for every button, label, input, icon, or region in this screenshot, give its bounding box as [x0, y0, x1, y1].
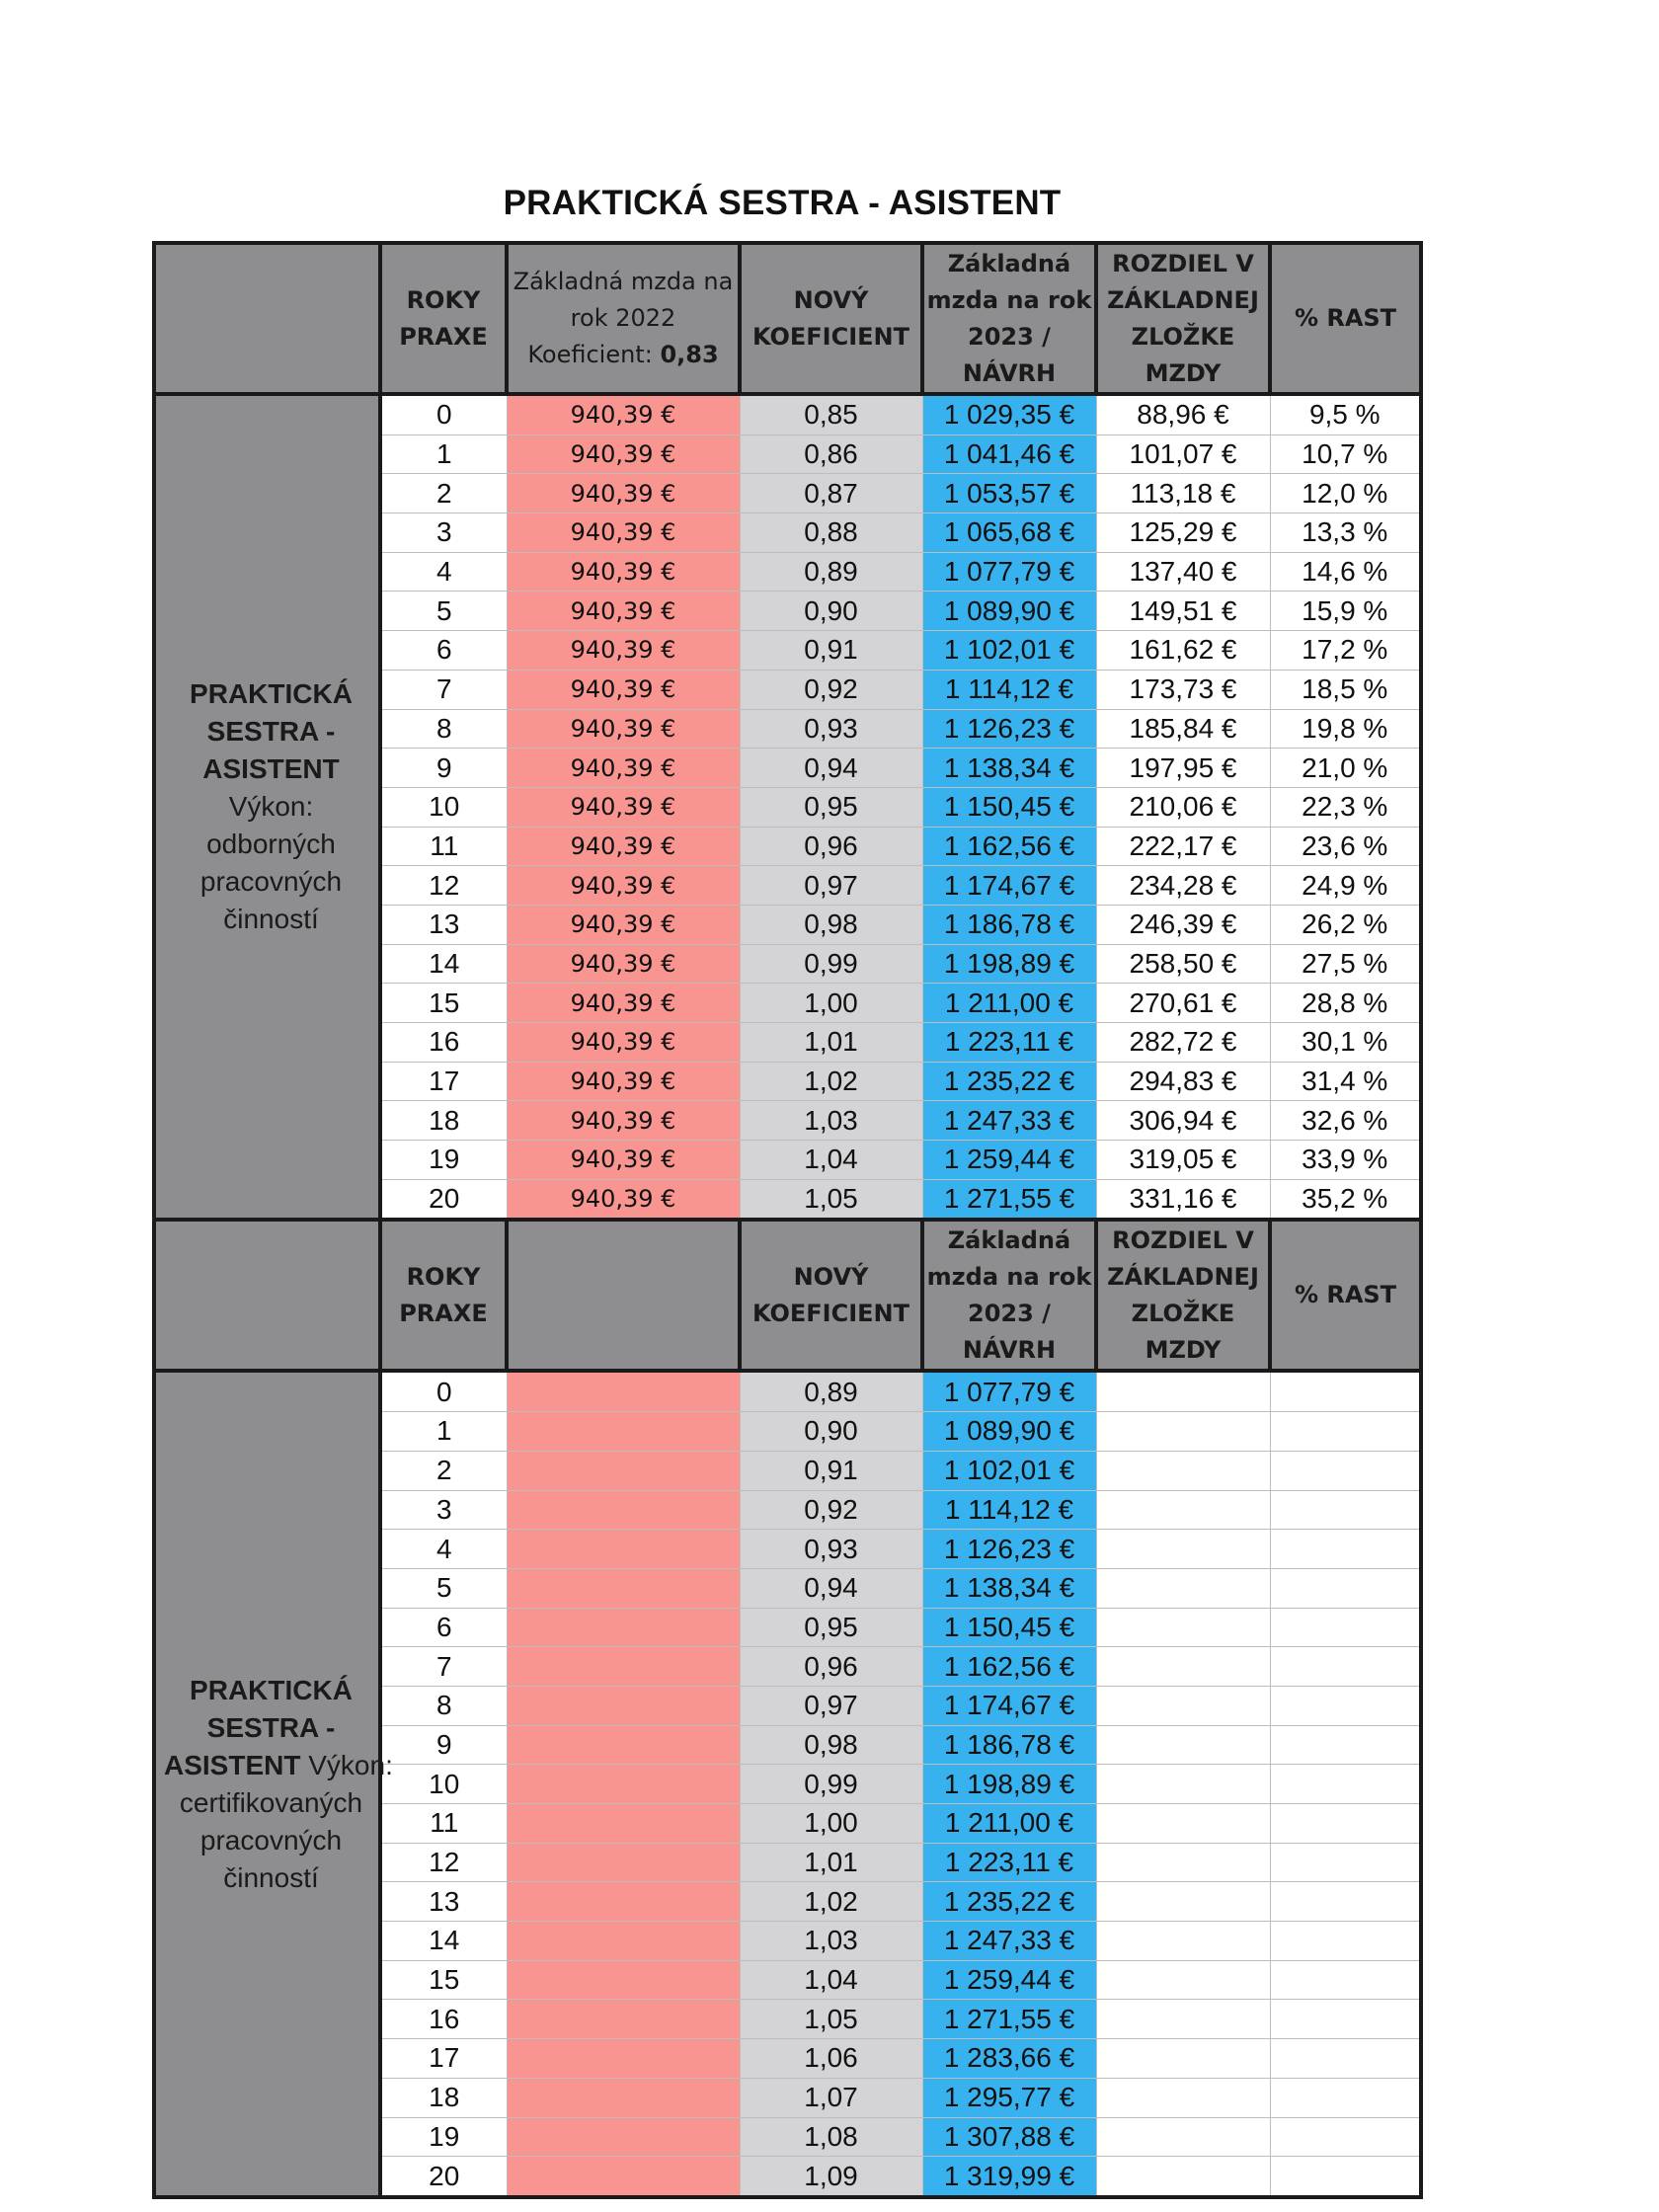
base-wage-empty-cell	[507, 1843, 740, 1882]
years-cell: 0	[380, 394, 507, 434]
table-row	[154, 1371, 1421, 1411]
base-wage-empty-cell	[507, 1922, 740, 1961]
base-wage-2022-cell: 940,39 €	[507, 709, 740, 749]
header-blank-cell	[154, 1220, 380, 1371]
difference-empty-cell	[1096, 1647, 1270, 1687]
coefficient-cell: 1,05	[740, 1179, 922, 1220]
difference-cell: 270,61 €	[1096, 984, 1270, 1023]
difference-cell: 88,96 €	[1096, 394, 1270, 434]
header-new-coefficient: NOVÝ KOEFICIENT	[740, 1220, 922, 1371]
difference-empty-cell	[1096, 1451, 1270, 1490]
coefficient-cell: 1,09	[740, 2157, 922, 2197]
base-wage-2022-cell: 940,39 €	[507, 984, 740, 1023]
years-cell: 14	[380, 1922, 507, 1961]
base-wage-2022-cell: 940,39 €	[507, 631, 740, 671]
years-cell: 3	[380, 514, 507, 553]
wage-2023-cell: 1 174,67 €	[922, 866, 1096, 906]
years-cell: 19	[380, 2117, 507, 2157]
base-wage-2022-cell: 940,39 €	[507, 827, 740, 866]
coefficient-cell: 0,95	[740, 1608, 922, 1647]
growth-pct-empty-cell	[1270, 1843, 1421, 1882]
difference-empty-cell	[1096, 1568, 1270, 1608]
base-wage-empty-cell	[507, 2157, 740, 2197]
difference-cell: 294,83 €	[1096, 1062, 1270, 1101]
years-cell: 4	[380, 552, 507, 592]
growth-pct-cell: 14,6 %	[1270, 552, 1421, 592]
difference-cell: 197,95 €	[1096, 749, 1270, 788]
base-wage-2022-cell: 940,39 €	[507, 670, 740, 709]
base-wage-2022-cell: 940,39 €	[507, 592, 740, 631]
difference-cell: 222,17 €	[1096, 827, 1270, 866]
base-wage-empty-cell	[507, 1371, 740, 1411]
coefficient-cell: 0,98	[740, 905, 922, 944]
difference-empty-cell	[1096, 1960, 1270, 2000]
header-years: ROKY PRAXE	[380, 1220, 507, 1371]
base-wage-2022-cell: 940,39 €	[507, 394, 740, 434]
wage-2023-cell: 1 271,55 €	[922, 1179, 1096, 1220]
wage-2023-cell: 1 114,12 €	[922, 670, 1096, 709]
difference-cell: 101,07 €	[1096, 434, 1270, 474]
base-wage-empty-cell	[507, 1490, 740, 1530]
base-wage-2022-cell: 940,39 €	[507, 552, 740, 592]
coefficient-cell: 1,07	[740, 2078, 922, 2117]
years-cell: 10	[380, 787, 507, 827]
coefficient-cell: 0,89	[740, 552, 922, 592]
growth-pct-cell: 32,6 %	[1270, 1101, 1421, 1141]
growth-pct-cell: 10,7 %	[1270, 434, 1421, 474]
growth-pct-cell: 9,5 %	[1270, 394, 1421, 434]
difference-empty-cell	[1096, 1490, 1270, 1530]
years-cell: 6	[380, 631, 507, 671]
years-cell: 11	[380, 827, 507, 866]
difference-cell: 234,28 €	[1096, 866, 1270, 906]
coefficient-cell: 1,03	[740, 1922, 922, 1961]
difference-cell: 319,05 €	[1096, 1141, 1270, 1180]
coefficient-cell: 0,89	[740, 1371, 922, 1411]
base-wage-2022-cell: 940,39 €	[507, 944, 740, 984]
difference-cell: 258,50 €	[1096, 944, 1270, 984]
category-label-professional: PRAKTICKÁ SESTRA - ASISTENT Výkon: odborných pracovných činností	[154, 394, 380, 1220]
growth-pct-empty-cell	[1270, 1608, 1421, 1647]
wage-2023-cell: 1 247,33 €	[922, 1922, 1096, 1961]
coefficient-cell: 0,87	[740, 474, 922, 514]
difference-cell: 137,40 €	[1096, 552, 1270, 592]
wage-2023-cell: 1 150,45 €	[922, 1608, 1096, 1647]
growth-pct-empty-cell	[1270, 1725, 1421, 1765]
wage-2023-cell: 1 198,89 €	[922, 944, 1096, 984]
years-cell: 14	[380, 944, 507, 984]
growth-pct-cell: 19,8 %	[1270, 709, 1421, 749]
wage-2023-cell: 1 174,67 €	[922, 1686, 1096, 1725]
base-wage-empty-cell	[507, 1412, 740, 1452]
years-cell: 2	[380, 1451, 507, 1490]
difference-cell: 149,51 €	[1096, 592, 1270, 631]
wage-2023-cell: 1 162,56 €	[922, 1647, 1096, 1687]
header-growth-pct: % RAST	[1270, 243, 1421, 394]
coefficient-cell: 0,85	[740, 394, 922, 434]
growth-pct-empty-cell	[1270, 2039, 1421, 2079]
base-wage-2022-cell: 940,39 €	[507, 474, 740, 514]
header-blank-cell	[154, 243, 380, 394]
coefficient-cell: 0,91	[740, 1451, 922, 1490]
growth-pct-cell: 17,2 %	[1270, 631, 1421, 671]
growth-pct-empty-cell	[1270, 1882, 1421, 1922]
coefficient-cell: 0,97	[740, 866, 922, 906]
wage-2023-cell: 1 089,90 €	[922, 592, 1096, 631]
years-cell: 19	[380, 1141, 507, 1180]
difference-empty-cell	[1096, 1882, 1270, 1922]
header-base-wage-2023: Základná mzda na rok 2023 / NÁVRH	[922, 1220, 1096, 1371]
header-years: ROKY PRAXE	[380, 243, 507, 394]
difference-cell: 331,16 €	[1096, 1179, 1270, 1220]
years-cell: 9	[380, 1725, 507, 1765]
growth-pct-empty-cell	[1270, 1412, 1421, 1452]
wage-2023-cell: 1 138,34 €	[922, 749, 1096, 788]
difference-cell: 246,39 €	[1096, 905, 1270, 944]
years-cell: 3	[380, 1490, 507, 1530]
difference-empty-cell	[1096, 1608, 1270, 1647]
growth-pct-cell: 23,6 %	[1270, 827, 1421, 866]
wage-2023-cell: 1 271,55 €	[922, 2000, 1096, 2039]
years-cell: 10	[380, 1765, 507, 1804]
wage-2023-cell: 1 307,88 €	[922, 2117, 1096, 2157]
growth-pct-cell: 35,2 %	[1270, 1179, 1421, 1220]
wage-2023-cell: 1 065,68 €	[922, 514, 1096, 553]
wage-2023-cell: 1 283,66 €	[922, 2039, 1096, 2079]
coefficient-cell: 0,99	[740, 1765, 922, 1804]
coefficient-cell: 0,94	[740, 749, 922, 788]
years-cell: 0	[380, 1371, 507, 1411]
wage-2023-cell: 1 259,44 €	[922, 1960, 1096, 2000]
wage-2023-cell: 1 029,35 €	[922, 394, 1096, 434]
growth-pct-cell: 27,5 %	[1270, 944, 1421, 984]
wage-2023-cell: 1 126,23 €	[922, 1530, 1096, 1569]
years-cell: 5	[380, 592, 507, 631]
growth-pct-cell: 13,3 %	[1270, 514, 1421, 553]
wage-2023-cell: 1 198,89 €	[922, 1765, 1096, 1804]
years-cell: 18	[380, 1101, 507, 1141]
wage-2023-cell: 1 235,22 €	[922, 1882, 1096, 1922]
table1-header-row	[154, 243, 1421, 394]
growth-pct-empty-cell	[1270, 2157, 1421, 2197]
difference-empty-cell	[1096, 1530, 1270, 1569]
base-wage-empty-cell	[507, 2039, 740, 2079]
years-cell: 2	[380, 474, 507, 514]
coefficient-cell: 1,04	[740, 1141, 922, 1180]
wage-2023-cell: 1 138,34 €	[922, 1568, 1096, 1608]
growth-pct-empty-cell	[1270, 1960, 1421, 2000]
base-wage-2022-cell: 940,39 €	[507, 749, 740, 788]
years-cell: 1	[380, 1412, 507, 1452]
salary-table	[152, 241, 1423, 2199]
coefficient-cell: 1,00	[740, 1804, 922, 1844]
years-cell: 13	[380, 905, 507, 944]
coefficient-cell: 0,92	[740, 670, 922, 709]
base-wage-2022-cell: 940,39 €	[507, 1179, 740, 1220]
growth-pct-cell: 12,0 %	[1270, 474, 1421, 514]
growth-pct-empty-cell	[1270, 1451, 1421, 1490]
coefficient-cell: 0,99	[740, 944, 922, 984]
coefficient-cell: 0,95	[740, 787, 922, 827]
coefficient-cell: 0,94	[740, 1568, 922, 1608]
growth-pct-empty-cell	[1270, 1647, 1421, 1687]
page-title: PRAKTICKÁ SESTRA - ASISTENT	[503, 184, 1062, 222]
difference-cell: 173,73 €	[1096, 670, 1270, 709]
base-wage-2022-cell: 940,39 €	[507, 866, 740, 906]
coefficient-cell: 1,08	[740, 2117, 922, 2157]
wage-2023-cell: 1 102,01 €	[922, 631, 1096, 671]
base-wage-empty-cell	[507, 1882, 740, 1922]
coefficient-cell: 0,96	[740, 827, 922, 866]
difference-empty-cell	[1096, 2117, 1270, 2157]
difference-empty-cell	[1096, 1412, 1270, 1452]
coefficient-cell: 0,86	[740, 434, 922, 474]
growth-pct-cell: 26,2 %	[1270, 905, 1421, 944]
growth-pct-cell: 22,3 %	[1270, 787, 1421, 827]
base-wage-empty-cell	[507, 1804, 740, 1844]
header-growth-pct: % RAST	[1270, 1220, 1421, 1371]
coefficient-cell: 1,06	[740, 2039, 922, 2079]
years-cell: 11	[380, 1804, 507, 1844]
years-cell: 15	[380, 1960, 507, 2000]
growth-pct-cell: 15,9 %	[1270, 592, 1421, 631]
coefficient-cell: 1,02	[740, 1882, 922, 1922]
years-cell: 16	[380, 1023, 507, 1063]
growth-pct-cell: 18,5 %	[1270, 670, 1421, 709]
base-wage-empty-cell	[507, 1647, 740, 1687]
wage-2023-cell: 1 077,79 €	[922, 1371, 1096, 1411]
wage-2023-cell: 1 186,78 €	[922, 905, 1096, 944]
growth-pct-cell: 24,9 %	[1270, 866, 1421, 906]
years-cell: 6	[380, 1608, 507, 1647]
coefficient-cell: 0,97	[740, 1686, 922, 1725]
base-wage-empty-cell	[507, 1725, 740, 1765]
base-wage-2022-cell: 940,39 €	[507, 434, 740, 474]
base-wage-empty-cell	[507, 1530, 740, 1569]
years-cell: 12	[380, 866, 507, 906]
wage-2023-cell: 1 295,77 €	[922, 2078, 1096, 2117]
wage-2023-cell: 1 114,12 €	[922, 1490, 1096, 1530]
growth-pct-cell: 28,8 %	[1270, 984, 1421, 1023]
wage-2023-cell: 1 186,78 €	[922, 1725, 1096, 1765]
header-difference: ROZDIEL V ZÁKLADNEJ ZLOŽKE MZDY	[1096, 1220, 1270, 1371]
header-base-wage-2023: Základná mzda na rok 2023 / NÁVRH	[922, 243, 1096, 394]
coefficient-cell: 0,91	[740, 631, 922, 671]
coefficient-cell: 0,90	[740, 592, 922, 631]
wage-2023-cell: 1 102,01 €	[922, 1451, 1096, 1490]
years-cell: 1	[380, 434, 507, 474]
wage-2023-cell: 1 126,23 €	[922, 709, 1096, 749]
wage-2023-cell: 1 211,00 €	[922, 1804, 1096, 1844]
difference-empty-cell	[1096, 2078, 1270, 2117]
years-cell: 18	[380, 2078, 507, 2117]
wage-2023-cell: 1 259,44 €	[922, 1141, 1096, 1180]
wage-2023-cell: 1 211,00 €	[922, 984, 1096, 1023]
base-wage-empty-cell	[507, 2000, 740, 2039]
header-new-coefficient: NOVÝ KOEFICIENT	[740, 243, 922, 394]
header-base-wage-2022: Základná mzda na rok 2022 Koeficient: 0,83	[507, 243, 740, 394]
wage-2023-cell: 1 235,22 €	[922, 1062, 1096, 1101]
header-difference: ROZDIEL V ZÁKLADNEJ ZLOŽKE MZDY	[1096, 243, 1270, 394]
base-wage-empty-cell	[507, 2117, 740, 2157]
years-cell: 15	[380, 984, 507, 1023]
growth-pct-empty-cell	[1270, 1686, 1421, 1725]
growth-pct-empty-cell	[1270, 1568, 1421, 1608]
growth-pct-empty-cell	[1270, 1804, 1421, 1844]
wage-2023-cell: 1 319,99 €	[922, 2157, 1096, 2197]
years-cell: 17	[380, 1062, 507, 1101]
base-wage-2022-cell: 940,39 €	[507, 905, 740, 944]
difference-empty-cell	[1096, 2157, 1270, 2197]
growth-pct-empty-cell	[1270, 2117, 1421, 2157]
years-cell: 4	[380, 1530, 507, 1569]
years-cell: 12	[380, 1843, 507, 1882]
wage-2023-cell: 1 247,33 €	[922, 1101, 1096, 1141]
years-cell: 16	[380, 2000, 507, 2039]
coefficient-cell: 1,05	[740, 2000, 922, 2039]
coefficient-cell: 0,90	[740, 1412, 922, 1452]
wage-2023-cell: 1 053,57 €	[922, 474, 1096, 514]
coefficient-cell: 0,98	[740, 1725, 922, 1765]
years-cell: 7	[380, 1647, 507, 1687]
coefficient-cell: 1,04	[740, 1960, 922, 2000]
difference-empty-cell	[1096, 1804, 1270, 1844]
growth-pct-cell: 30,1 %	[1270, 1023, 1421, 1063]
difference-empty-cell	[1096, 2039, 1270, 2079]
difference-empty-cell	[1096, 1765, 1270, 1804]
base-wage-2022-cell: 940,39 €	[507, 514, 740, 553]
base-wage-2022-cell: 940,39 €	[507, 787, 740, 827]
wage-2023-cell: 1 077,79 €	[922, 552, 1096, 592]
wage-2023-cell: 1 162,56 €	[922, 827, 1096, 866]
base-wage-2022-cell: 940,39 €	[507, 1062, 740, 1101]
growth-pct-empty-cell	[1270, 1490, 1421, 1530]
years-cell: 8	[380, 1686, 507, 1725]
years-cell: 13	[380, 1882, 507, 1922]
coefficient-cell: 0,93	[740, 1530, 922, 1569]
base-wage-2022-cell: 940,39 €	[507, 1101, 740, 1141]
difference-empty-cell	[1096, 1371, 1270, 1411]
difference-empty-cell	[1096, 1843, 1270, 1882]
wage-2023-cell: 1 223,11 €	[922, 1023, 1096, 1063]
difference-empty-cell	[1096, 1686, 1270, 1725]
base-wage-empty-cell	[507, 2078, 740, 2117]
difference-cell: 125,29 €	[1096, 514, 1270, 553]
years-cell: 8	[380, 709, 507, 749]
coefficient-cell: 0,92	[740, 1490, 922, 1530]
years-cell: 20	[380, 2157, 507, 2197]
wage-2023-cell: 1 150,45 €	[922, 787, 1096, 827]
coefficient-cell: 1,03	[740, 1101, 922, 1141]
coefficient-cell: 1,01	[740, 1843, 922, 1882]
coefficient-cell: 1,00	[740, 984, 922, 1023]
difference-cell: 210,06 €	[1096, 787, 1270, 827]
base-wage-empty-cell	[507, 1765, 740, 1804]
years-cell: 20	[380, 1179, 507, 1220]
coefficient-cell: 0,93	[740, 709, 922, 749]
table-row	[154, 394, 1421, 434]
coefficient-cell: 1,01	[740, 1023, 922, 1063]
growth-pct-empty-cell	[1270, 1765, 1421, 1804]
growth-pct-empty-cell	[1270, 1530, 1421, 1569]
table2-header-row	[154, 1220, 1421, 1371]
years-cell: 9	[380, 749, 507, 788]
difference-empty-cell	[1096, 1922, 1270, 1961]
difference-cell: 161,62 €	[1096, 631, 1270, 671]
wage-2023-cell: 1 089,90 €	[922, 1412, 1096, 1452]
base-wage-empty-cell	[507, 1960, 740, 2000]
coefficient-cell: 0,88	[740, 514, 922, 553]
coefficient-cell: 1,02	[740, 1062, 922, 1101]
salary-table-body	[154, 243, 1421, 2197]
base-wage-empty-cell	[507, 1451, 740, 1490]
difference-empty-cell	[1096, 2000, 1270, 2039]
base-wage-empty-cell	[507, 1686, 740, 1725]
years-cell: 17	[380, 2039, 507, 2079]
category-label-certified: PRAKTICKÁ SESTRA - ASISTENT Výkon: certifikovaných pracovných činností	[154, 1371, 380, 2196]
coefficient-cell: 0,96	[740, 1647, 922, 1687]
wage-2023-cell: 1 041,46 €	[922, 434, 1096, 474]
growth-pct-empty-cell	[1270, 2000, 1421, 2039]
growth-pct-cell: 21,0 %	[1270, 749, 1421, 788]
header-blank-base	[507, 1220, 740, 1371]
difference-cell: 113,18 €	[1096, 474, 1270, 514]
difference-cell: 306,94 €	[1096, 1101, 1270, 1141]
growth-pct-empty-cell	[1270, 1922, 1421, 1961]
growth-pct-empty-cell	[1270, 1371, 1421, 1411]
wage-2023-cell: 1 223,11 €	[922, 1843, 1096, 1882]
difference-empty-cell	[1096, 1725, 1270, 1765]
base-wage-empty-cell	[507, 1608, 740, 1647]
growth-pct-cell: 33,9 %	[1270, 1141, 1421, 1180]
difference-cell: 282,72 €	[1096, 1023, 1270, 1063]
years-cell: 5	[380, 1568, 507, 1608]
growth-pct-cell: 31,4 %	[1270, 1062, 1421, 1101]
growth-pct-empty-cell	[1270, 2078, 1421, 2117]
difference-cell: 185,84 €	[1096, 709, 1270, 749]
base-wage-2022-cell: 940,39 €	[507, 1023, 740, 1063]
base-wage-empty-cell	[507, 1568, 740, 1608]
years-cell: 7	[380, 670, 507, 709]
base-wage-2022-cell: 940,39 €	[507, 1141, 740, 1180]
